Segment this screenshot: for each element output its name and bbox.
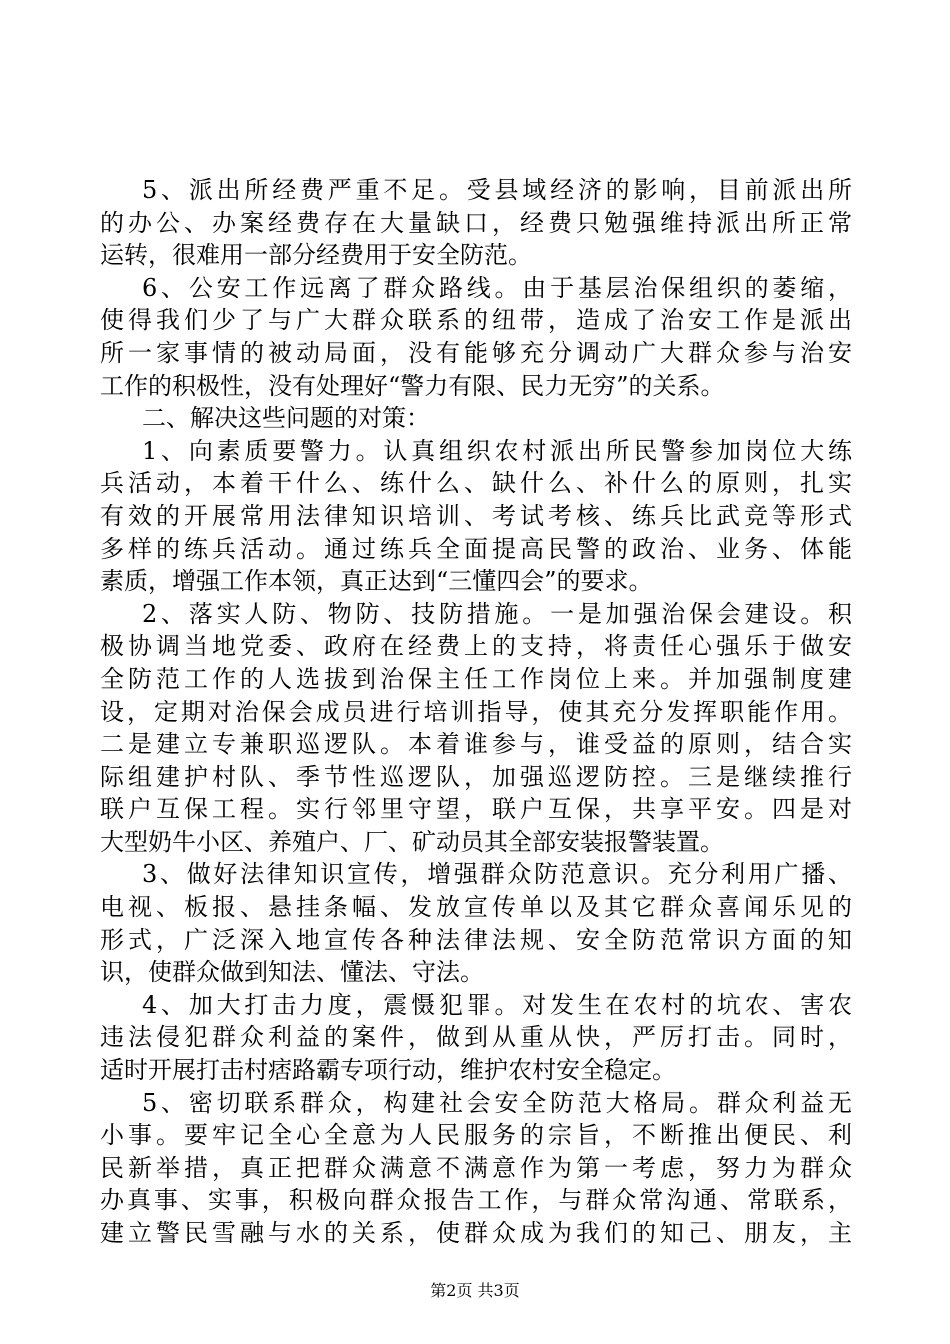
page-footer: 第2页 共3页: [430, 1281, 520, 1300]
text-line: 多样的练兵活动。通过练兵全面提高民警的政治、业务、体能: [100, 534, 852, 563]
text-line: 识，使群众做到知法、懂法、守法。: [100, 958, 484, 987]
document-body: [100, 174, 852, 1250]
text-line: 大型奶牛小区、养殖户、厂、矿动员其全部安装报警装置。: [100, 827, 724, 856]
text-line: 办真事、实事，积极向群众报告工作，与群众常沟通、常联系，: [100, 1186, 852, 1215]
text-line: 素质，增强工作本领，真正达到“三懂四会”的要求。: [100, 567, 653, 596]
text-line: 设，定期对治保会成员进行培训指导，使其充分发挥职能作用。: [100, 697, 852, 726]
text-line: 3、做好法律知识宣传，增强群众防范意识。充分利用广播、: [142, 860, 852, 889]
text-line: 违法侵犯群众利益的案件，做到从重从快，严厉打击。同时，: [100, 1023, 852, 1052]
text-line: 使得我们少了与广大群众联系的纽带，造成了治安工作是派出: [100, 306, 852, 335]
text-line: 极协调当地党委、政府在经费上的支持，将责任心强乐于做安: [100, 632, 852, 661]
text-line: 兵活动，本着干什么、练什么、缺什么、补什么的原则，扎实: [100, 469, 852, 498]
text-line: 全防范工作的人选拔到治保主任工作岗位上来。并加强制度建: [100, 664, 852, 693]
text-line: 6、公安工作远离了群众路线。由于基层治保组织的萎缩，: [142, 273, 852, 302]
text-line: 运转，很难用一部分经费用于安全防范。: [100, 241, 532, 270]
text-line: 的办公、办案经费存在大量缺口，经费只勉强维持派出所正常: [100, 208, 852, 237]
text-line: 建立警民雪融与水的关系，使群众成为我们的知己、朋友，主: [100, 1219, 852, 1247]
text-line: 5、派出所经费严重不足。受县域经济的影响，目前派出所: [142, 176, 852, 204]
text-line: 4、加大打击力度，震慑犯罪。对发生在农村的坑农、害农: [142, 990, 852, 1019]
text-line: 适时开展打击村痞路霸专项行动，维护农村安全稳定。: [100, 1056, 676, 1085]
text-line: 二、解决这些问题的对策：: [142, 404, 430, 433]
text-line: 电视、板报、悬挂条幅、发放宣传单以及其它群众喜闻乐见的: [100, 893, 852, 922]
text-line: 2、落实人防、物防、技防措施。一是加强治保会建设。积: [142, 599, 852, 628]
text-line: 5、密切联系群众，构建社会安全防范大格局。群众利益无: [142, 1088, 852, 1117]
text-line: 所一家事情的被动局面，没有能够充分调动广大群众参与治安: [100, 338, 852, 367]
text-line: 形式，广泛深入地宣传各种法律法规、安全防范常识方面的知: [100, 925, 852, 954]
text-line: 二是建立专兼职巡逻队。本着谁参与，谁受益的原则，结合实: [100, 730, 852, 759]
text-line: 1、向素质要警力。认真组织农村派出所民警参加岗位大练: [142, 436, 852, 465]
text-line: 际组建护村队、季节性巡逻队，加强巡逻防控。三是继续推行: [100, 762, 852, 791]
text-line: 有效的开展常用法律知识培训、考试考核、练兵比武竞等形式: [100, 501, 852, 530]
text-line: 工作的积极性，没有处理好“警力有限、民力无穷”的关系。: [100, 371, 725, 400]
text-line: 小事。要牢记全心全意为人民服务的宗旨，不断推出便民、利: [100, 1121, 852, 1150]
text-line: 民新举措，真正把群众满意不满意作为第一考虑，努力为群众: [100, 1153, 852, 1182]
text-line: 联户互保工程。实行邻里守望，联户互保，共享平安。四是对: [100, 795, 852, 824]
